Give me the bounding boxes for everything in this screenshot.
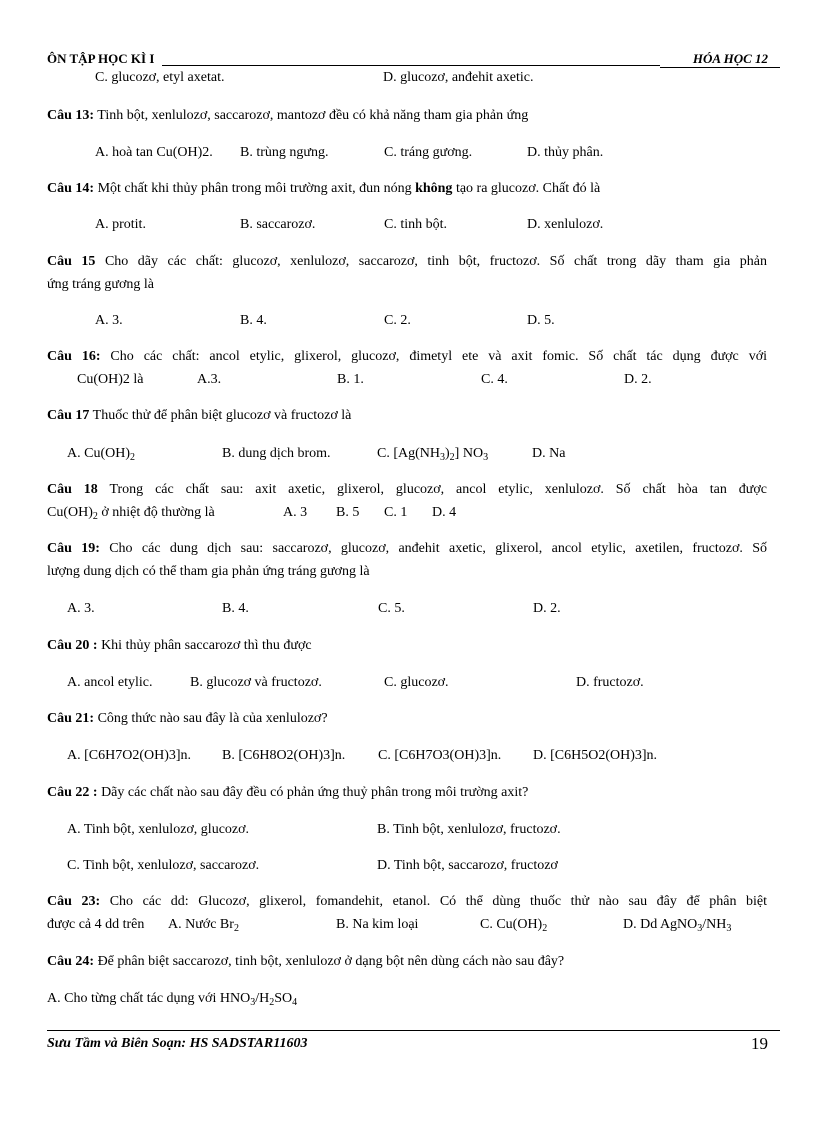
question-18 xyxy=(47,482,767,498)
option-a: A.3. xyxy=(197,372,222,387)
question-text: Dãy các chất nào sau đây đều có phản ứng thuỷ phân trong môi trường axit? xyxy=(97,785,529,800)
question-24 xyxy=(47,954,564,970)
question-14 xyxy=(47,181,600,197)
option-d: D. Dd $AgNO_3/NH_3$ xyxy=(623,917,732,934)
question-text: Cho các dung dịch sau: saccarozơ, glucozơ, anđehit axetic, glixerol, ancol etylic, axetilen, fructozơ. Số xyxy=(99,541,767,556)
page-number: 19 xyxy=(751,1034,768,1053)
option-c: C. tráng gương. xyxy=(384,145,473,160)
header-right: HÓA HỌC 12 xyxy=(692,51,768,66)
question-text: Cho dãy các chất: glucozơ, xenlulozơ, saccarozơ, tinh bột, fructozơ. Số chất trong dãy tham gia phản xyxy=(95,254,767,269)
option-c: C. [C6H7O3(OH)3]n. xyxy=(378,748,502,763)
question-text-line2: Cu(OH)2 là xyxy=(77,372,144,387)
question-label: Câu 14: xyxy=(47,181,95,196)
option-b: B. trùng ngưng. xyxy=(240,145,329,160)
option-a: A. $Cu(OH)_2$ xyxy=(67,446,135,463)
question-label: Câu 24: xyxy=(47,954,95,969)
question-label: Câu 18 xyxy=(47,482,98,497)
option-b: B. Na kim loại xyxy=(336,917,419,932)
header-left: ÔN TẬP HỌC KÌ I xyxy=(47,51,155,66)
question-text-line2: ứng tráng gương là xyxy=(47,277,154,292)
question-label: Câu 22 : xyxy=(47,785,98,800)
option-c: C. $[Ag(NH_3)_2]$ $NO_3$ xyxy=(377,446,489,463)
question-label: Câu 17 xyxy=(47,408,90,423)
question-text-end: tạo ra glucozơ. Chất đó là xyxy=(452,181,601,196)
footer-credit: Sưu Tầm và Biên Soạn: HS SADSTAR11603 xyxy=(47,1036,308,1051)
option-d: D. xenlulozơ. xyxy=(527,217,604,232)
question-text: Tinh bột, xenlulozơ, saccarozơ, mantozơ đều có khả năng tham gia phản ứng xyxy=(94,108,529,123)
page-header xyxy=(47,51,780,67)
option-d: D. Tinh bột, saccarozơ, fructozơ xyxy=(377,858,558,873)
option-a: A. Cho từng chất tác dụng với $HNO_3/H_2SO_4$ xyxy=(47,991,298,1008)
option-d: D. fructozơ. xyxy=(576,675,644,690)
question-20 xyxy=(47,638,312,654)
option-a: A. hoà tan Cu(OH)2. xyxy=(95,145,213,160)
option-c: C. 4. xyxy=(481,372,508,387)
option-d: D. glucozơ, anđehit axetic. xyxy=(383,70,534,85)
option-c: C. 5. xyxy=(378,601,405,616)
option-c: C. Tinh bột, xenlulozơ, saccarozơ. xyxy=(67,858,260,873)
option-b: B. saccarozơ. xyxy=(240,217,316,232)
question-label: Câu 16: xyxy=(47,349,101,364)
question-21 xyxy=(47,711,328,727)
question-22 xyxy=(47,785,528,801)
question-text: Trong các chất sau: axit axetic, glixerol, glucozơ, ancol etylic, xenlulozơ. Số chất hòa tan được xyxy=(97,482,767,497)
option-b: B. glucozơ và fructozơ. xyxy=(190,675,322,690)
option-a: A. ancol etylic. xyxy=(67,675,153,690)
question-17 xyxy=(47,408,351,424)
question-text: Một chất khi thủy phân trong môi trường axit, đun nóng xyxy=(94,181,416,196)
option-a: A. 3 xyxy=(283,505,308,520)
option-d: D. thủy phân. xyxy=(527,145,604,160)
question-text-line2: được cả 4 dd trên xyxy=(47,917,145,932)
question-15 xyxy=(47,254,767,270)
option-d: D. 4 xyxy=(432,505,457,520)
question-text: Cho các dd: Glucozơ, glixerol, fomandehit, etanol. Có thể dùng thuốc thử nào sau đây để phân biệt xyxy=(100,894,767,909)
option-d: D. 5. xyxy=(527,313,555,328)
option-a: A. Tinh bột, xenlulozơ, glucozơ. xyxy=(67,822,250,837)
option-a: A. protit. xyxy=(95,217,146,232)
question-label: Câu 23: xyxy=(47,894,101,909)
question-13 xyxy=(47,108,528,124)
question-text: Khi thủy phân saccarozơ thì thu được xyxy=(97,638,312,653)
option-b: B. 1. xyxy=(337,372,364,387)
option-c: C. 1 xyxy=(384,505,408,520)
emphasis-text: không xyxy=(415,181,453,196)
option-d: D. 2. xyxy=(624,372,652,387)
question-label: Câu 20 : xyxy=(47,638,98,653)
option-c: C. tinh bột. xyxy=(384,217,448,232)
question-text: Cho các chất: ancol etylic, glixerol, glucozơ, đimetyl ete và axit fomic. Số chất tác dụng được với xyxy=(100,349,767,364)
question-23 xyxy=(47,894,767,910)
question-label: Câu 19: xyxy=(47,541,100,556)
option-c: C. $Cu(OH)_2$ xyxy=(480,917,548,934)
option-c: C. glucozơ, etyl axetat. xyxy=(95,70,225,85)
option-a: A. 3. xyxy=(95,313,123,328)
option-d: D. [C6H5O2(OH)3]n. xyxy=(533,748,658,763)
header-rule-right xyxy=(660,67,780,68)
question-label: Câu 15 xyxy=(47,254,96,269)
header-rule xyxy=(162,65,660,66)
option-b: B. dung dịch brom. xyxy=(222,446,331,461)
question-text: Thuốc thử để phân biệt glucozơ và fructozơ là xyxy=(89,408,352,423)
option-a: A. 3. xyxy=(67,601,95,616)
question-text-line2: $Cu(OH)_2$ ở nhiệt độ thường là xyxy=(47,505,215,522)
question-text: Để phân biệt saccarozơ, tinh bột, xenlulozơ ở dạng bột nên dùng cách nào sau đây? xyxy=(94,954,565,969)
option-b: B. 5 xyxy=(336,505,360,520)
question-text-line2: lượng dung dịch có thể tham gia phản ứng tráng gương là xyxy=(47,564,370,579)
question-label: Câu 21: xyxy=(47,711,95,726)
option-d: D. Na xyxy=(532,446,566,461)
question-label: Câu 13: xyxy=(47,108,95,123)
page-footer xyxy=(47,1030,780,1053)
option-a: A. Nước $Br_2$ xyxy=(168,917,239,934)
option-c: C. glucozơ. xyxy=(384,675,449,690)
option-b: B. 4. xyxy=(222,601,249,616)
question-19 xyxy=(47,541,767,557)
option-c: C. 2. xyxy=(384,313,411,328)
footer-rule xyxy=(47,1030,780,1031)
option-b: B. Tinh bột, xenlulozơ, fructozơ. xyxy=(377,822,561,837)
question-text: Công thức nào sau đây là của xenlulozơ? xyxy=(94,711,328,726)
question-16 xyxy=(47,349,767,365)
option-d: D. 2. xyxy=(533,601,561,616)
option-b: B. [C6H8O2(OH)3]n. xyxy=(222,748,346,763)
option-a: A. [C6H7O2(OH)3]n. xyxy=(67,748,192,763)
option-b: B. 4. xyxy=(240,313,267,328)
